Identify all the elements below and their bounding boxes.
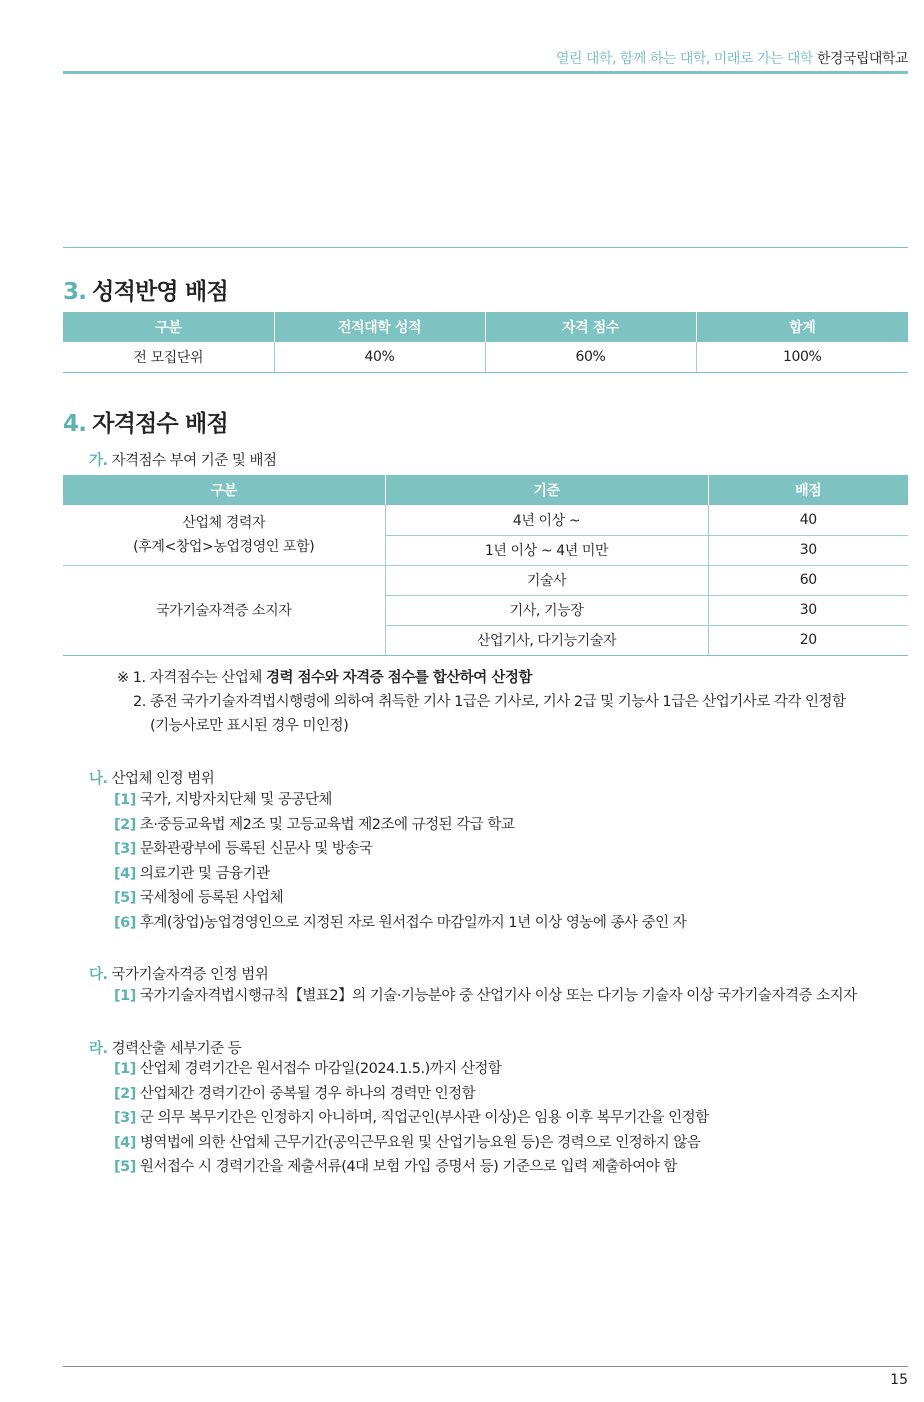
list-item <box>114 837 686 862</box>
list-marker: [1] <box>114 1061 136 1077</box>
list-item <box>114 862 686 887</box>
header-university: 한경국립대학교 <box>816 51 908 67</box>
list-marker: [4] <box>114 865 136 882</box>
table-group-label: 국가기술자격증 소지자 <box>63 565 385 655</box>
table-header-cell: 구분 <box>63 475 385 505</box>
subsection-ra-title <box>89 1037 241 1058</box>
list-text: 군 의무 복무기간은 인정하지 아니하며, 직업군인(부사관 이상)은 임용 이후 복무기간을 인정함 <box>139 1110 709 1126</box>
note-1-bold: 경력 점수와 자격증 점수를 합산하여 산정함 <box>265 670 532 686</box>
list-item <box>114 1057 709 1082</box>
section-4-title-text: 자격점수 배점 <box>92 411 228 437</box>
subsection-da-title <box>89 963 268 984</box>
list-text: 산업체 경력기간은 원서접수 마감일(2024.1.5.)까지 산정함 <box>139 1061 502 1077</box>
table-cell: 40% <box>274 342 485 372</box>
list-item <box>114 1131 709 1156</box>
table-cell: 20 <box>708 625 908 655</box>
industry-scope-list <box>114 788 686 935</box>
group-label-line: (후계<창업>농업경영인 포함) <box>133 538 315 555</box>
subsection-title-text: 산업체 인정 범위 <box>111 771 215 787</box>
section-3-title-text: 성적반영 배점 <box>92 279 228 305</box>
subsection-marker: 가. <box>89 453 108 469</box>
table-header-row <box>63 475 908 505</box>
section-4-title <box>63 405 228 438</box>
group-label-line: 산업체 경력자 <box>182 514 266 531</box>
table-header-row <box>63 312 908 342</box>
career-criteria-list <box>114 1057 709 1180</box>
list-text: 산업체간 경력기간이 중복될 경우 하나의 경력만 인정함 <box>139 1085 476 1102</box>
list-marker: [3] <box>114 1110 136 1126</box>
list-marker: [1] <box>114 988 136 1004</box>
subsection-marker: 라. <box>89 1041 108 1057</box>
score-allocation-table <box>63 312 908 373</box>
list-item <box>114 1106 709 1131</box>
table-row <box>63 505 908 535</box>
subsection-title-text: 자격점수 부여 기준 및 배점 <box>111 453 277 469</box>
table-cell: 4년 이상 ~ <box>385 505 708 535</box>
table-cell: 기사, 기능장 <box>385 595 708 625</box>
subsection-title-text: 경력산출 세부기준 등 <box>111 1041 242 1057</box>
table-cell: 60% <box>485 342 696 372</box>
footer-divider <box>63 1366 908 1367</box>
list-text: 국가기술자격법시행규칙【별표2】의 기술·기능분야 중 산업기사 이상 또는 다기능 기술자 이상 국가기술자격증 소지자 <box>139 988 857 1004</box>
list-marker: [5] <box>114 1159 136 1175</box>
list-marker: [6] <box>114 914 136 931</box>
list-item <box>114 813 686 838</box>
table-header-cell: 배점 <box>708 475 908 505</box>
list-text: 초·중등교육법 제2조 및 고등교육법 제2조에 규정된 각급 학교 <box>139 816 515 833</box>
table-header-cell: 자격 점수 <box>485 312 696 342</box>
table-cell: 산업기사, 다기능기술자 <box>385 625 708 655</box>
section-3-title <box>63 273 228 306</box>
list-text: 원서접수 시 경력기간을 제출서류(4대 보험 가입 증명서 등) 기준으로 입력 제출하여야 함 <box>139 1159 677 1175</box>
certificate-scope-list <box>114 984 857 1009</box>
header-divider <box>63 71 908 74</box>
list-item <box>114 886 686 911</box>
subsection-ga-title <box>89 449 277 470</box>
list-item <box>114 984 857 1009</box>
section-divider <box>63 247 908 248</box>
list-item <box>114 1155 709 1180</box>
subsection-marker: 다. <box>89 967 108 983</box>
header-slogan: 열린 대학, 함께 하는 대학, 미래로 가는 대학 <box>555 51 813 67</box>
list-marker: [2] <box>114 816 136 833</box>
table-cell: 60 <box>708 565 908 595</box>
list-item <box>114 911 686 936</box>
subsection-marker: 나. <box>89 771 108 787</box>
table-cell: 30 <box>708 595 908 625</box>
note-item-2: 2. 종전 국가기술자격법시행령에 의하여 취득한 기사 1급은 기사로, 기사 2급 및 기능사 1급은 산업기사로 각각 인정함 <box>133 694 846 710</box>
section-4-number: 4. <box>63 411 87 437</box>
list-text: 문화관광부에 등록된 신문사 및 방송국 <box>139 841 373 857</box>
table-row <box>63 565 908 595</box>
note-item-1 <box>117 666 846 690</box>
page-number: 15 <box>890 1372 908 1388</box>
table-header-cell: 합계 <box>696 312 908 342</box>
table-header-cell: 구분 <box>63 312 274 342</box>
table-row <box>63 342 908 372</box>
list-marker: [1] <box>114 792 136 808</box>
table-group-label <box>63 505 385 565</box>
notes-block <box>117 666 846 738</box>
subsection-na-title <box>89 767 214 788</box>
section-3-number: 3. <box>63 279 87 305</box>
page-header <box>556 48 908 68</box>
list-text: 국가, 지방자치단체 및 공공단체 <box>139 792 332 808</box>
list-text: 의료기관 및 금융기관 <box>139 865 270 882</box>
list-marker: [4] <box>114 1134 136 1151</box>
table-header-cell: 기준 <box>385 475 708 505</box>
note-mark: ※ <box>117 670 129 686</box>
list-item <box>114 1082 709 1107</box>
subsection-title-text: 국가기술자격증 인정 범위 <box>111 967 269 983</box>
table-cell: 기술사 <box>385 565 708 595</box>
table-cell: 전 모집단위 <box>63 342 274 372</box>
table-cell: 40 <box>708 505 908 535</box>
table-cell: 100% <box>696 342 908 372</box>
table-cell: 30 <box>708 535 908 565</box>
list-item <box>114 788 686 813</box>
table-header-cell: 전적대학 성적 <box>274 312 485 342</box>
list-text: 병역법에 의한 산업체 근무기간(공익근무요원 및 산업기능요원 등)은 경력으로 인정하지 않음 <box>139 1134 701 1151</box>
table-cell: 1년 이상 ~ 4년 미만 <box>385 535 708 565</box>
list-text: 후계(창업)농업경영인으로 지정된 자로 원서접수 마감일까지 1년 이상 영농에 종사 중인 자 <box>139 914 687 931</box>
qualification-score-table <box>63 475 908 656</box>
note-item-2-continued: (기능사로만 표시된 경우 미인정) <box>150 718 349 734</box>
note-1-text: 1. 자격점수는 산업체 <box>132 670 266 686</box>
list-marker: [3] <box>114 841 136 857</box>
list-marker: [2] <box>114 1085 136 1102</box>
list-marker: [5] <box>114 890 136 906</box>
list-text: 국세청에 등록된 사업체 <box>139 890 284 906</box>
